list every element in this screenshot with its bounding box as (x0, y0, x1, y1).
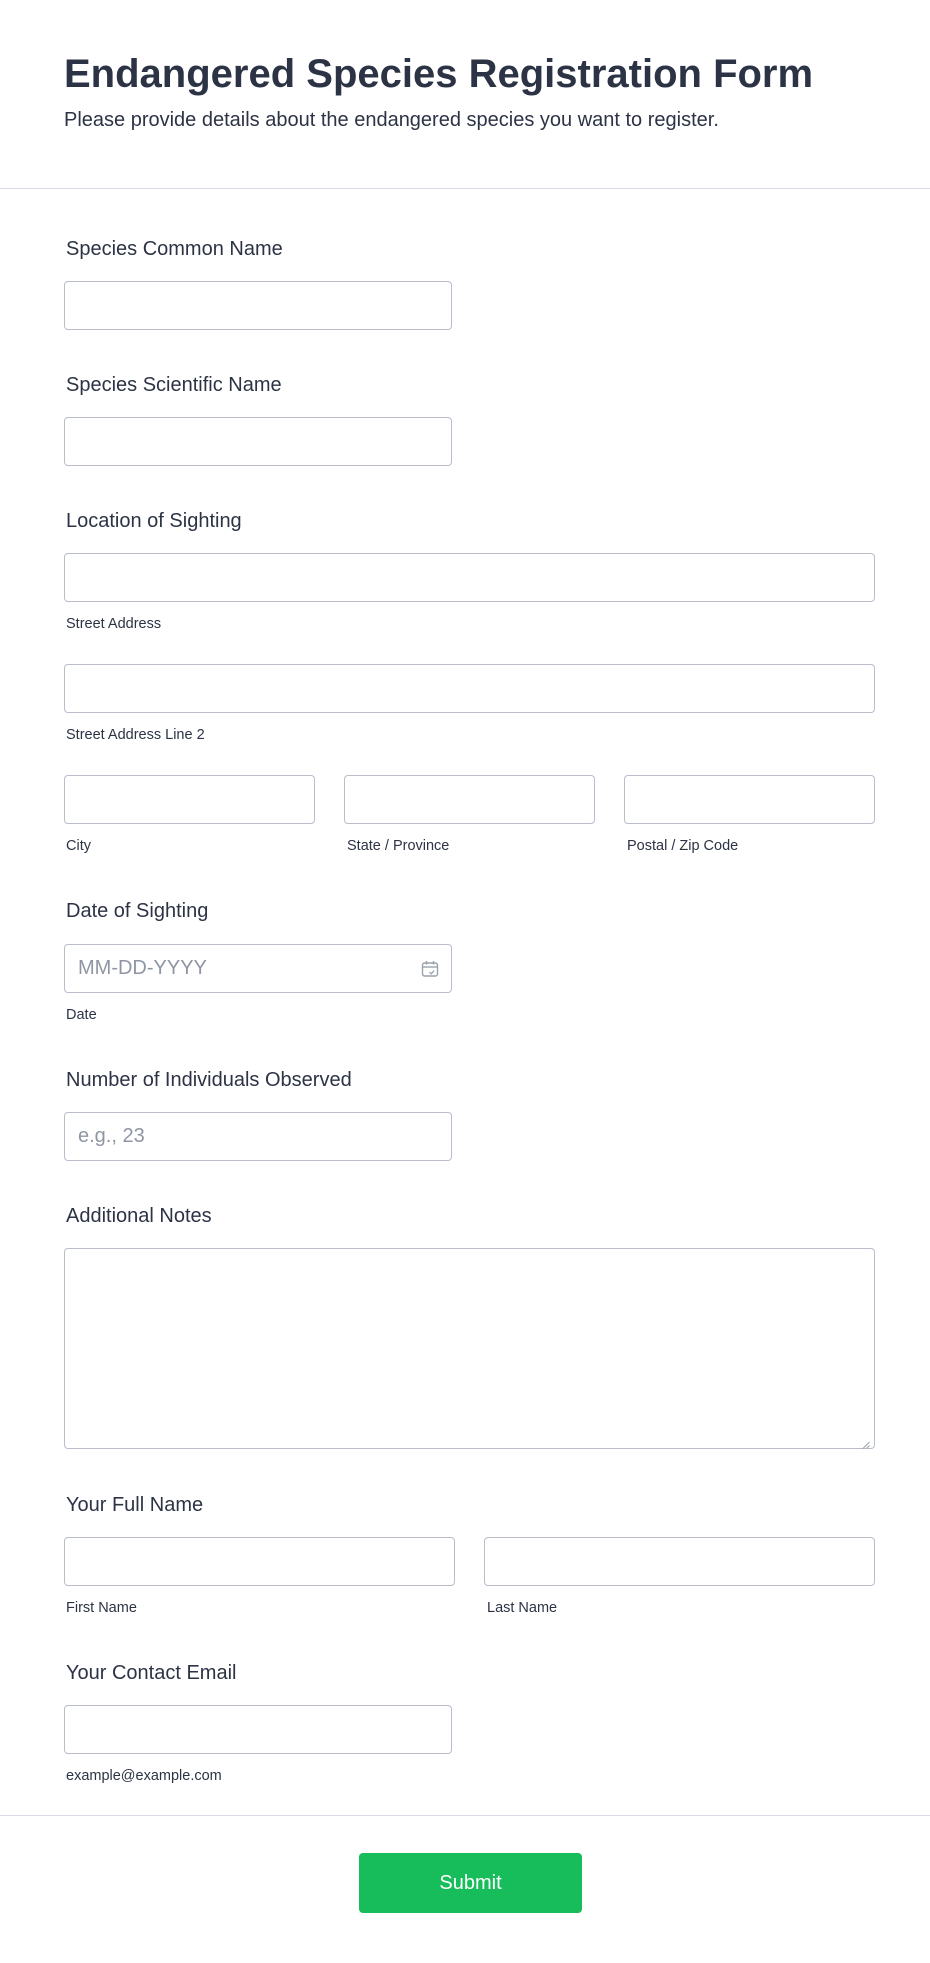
location-label: Location of Sighting (66, 510, 242, 532)
state-sublabel: State / Province (347, 838, 450, 854)
street-address-line2-sublabel: Street Address Line 2 (66, 727, 205, 743)
date-input[interactable] (64, 944, 452, 993)
street-address-line2-input[interactable] (64, 664, 875, 713)
scientific-name-label: Species Scientific Name (66, 374, 282, 396)
count-placeholder: e.g., 23 (78, 1125, 145, 1147)
city-input[interactable] (64, 775, 315, 824)
email-sublabel: example@example.com (66, 1768, 222, 1784)
date-label: Date of Sighting (66, 900, 209, 922)
last-name-sublabel: Last Name (487, 1600, 558, 1616)
header-divider (0, 188, 930, 189)
count-input[interactable] (64, 1112, 452, 1161)
postal-code-input[interactable] (624, 775, 875, 824)
common-name-label: Species Common Name (66, 238, 283, 260)
scientific-name-input[interactable] (64, 417, 452, 466)
footer-divider (0, 1815, 930, 1816)
street-address-input[interactable] (64, 553, 875, 602)
submit-button[interactable]: Submit (359, 1853, 582, 1913)
calendar-icon[interactable] (420, 959, 440, 979)
count-label: Number of Individuals Observed (66, 1069, 352, 1091)
form-subtitle: Please provide details about the endangered species you want to register. (64, 109, 719, 131)
email-input[interactable] (64, 1705, 452, 1754)
last-name-input[interactable] (484, 1537, 875, 1586)
resize-handle-icon[interactable] (862, 1436, 870, 1444)
email-label: Your Contact Email (66, 1662, 237, 1684)
date-sublabel: Date (66, 1007, 97, 1023)
full-name-label: Your Full Name (66, 1494, 204, 1516)
first-name-sublabel: First Name (66, 1600, 137, 1616)
city-sublabel: City (66, 838, 91, 854)
common-name-input[interactable] (64, 281, 452, 330)
postal-code-sublabel: Postal / Zip Code (627, 838, 739, 854)
date-placeholder: MM-DD-YYYY (78, 957, 207, 979)
notes-label: Additional Notes (66, 1205, 212, 1227)
first-name-input[interactable] (64, 1537, 455, 1586)
form-title: Endangered Species Registration Form (64, 52, 814, 96)
street-address-sublabel: Street Address (66, 616, 162, 632)
notes-textarea[interactable] (64, 1248, 875, 1449)
state-input[interactable] (344, 775, 595, 824)
